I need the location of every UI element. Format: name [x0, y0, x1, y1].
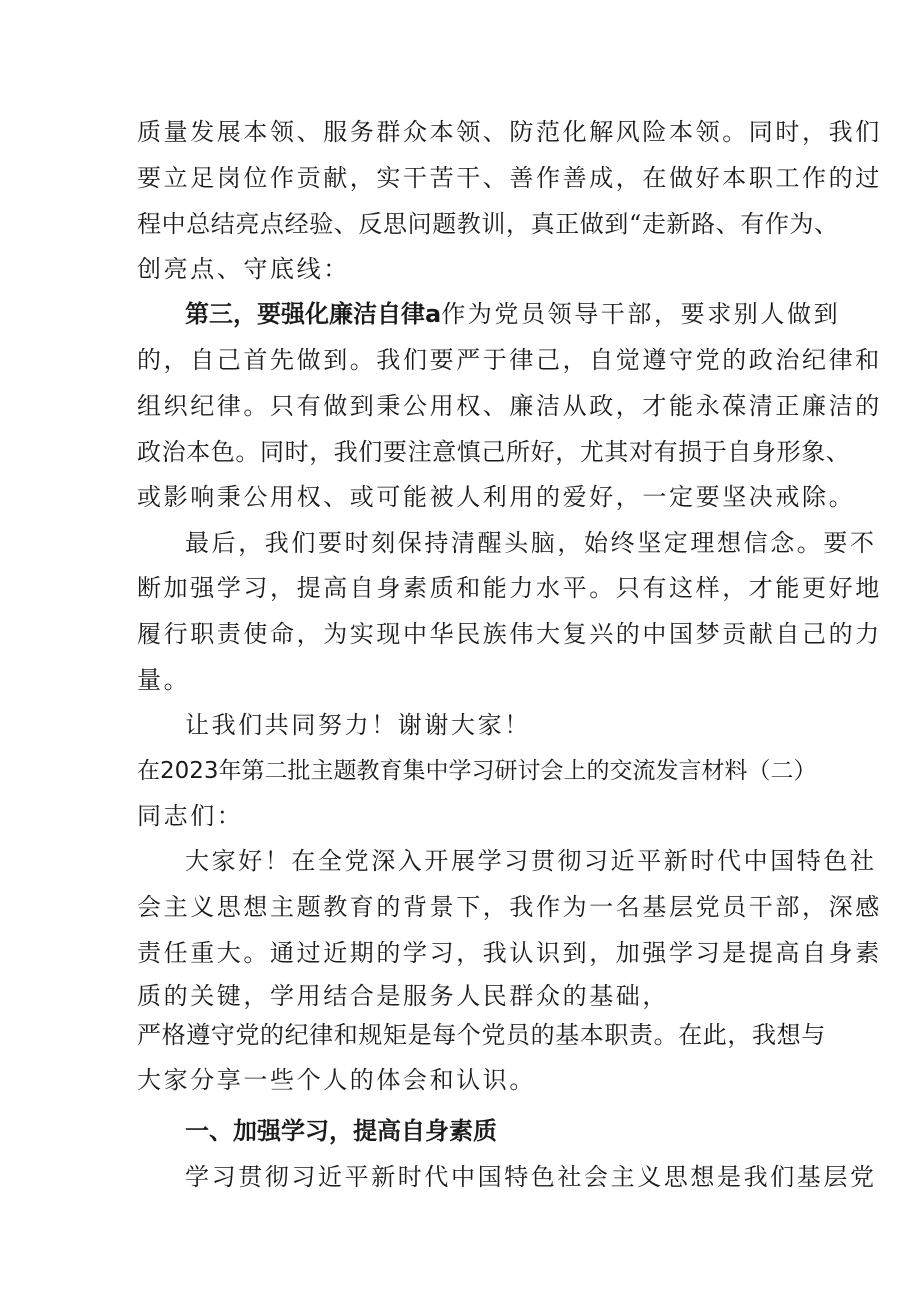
- paragraph-line: 断加强学习，提高自身素质和能力水平。只有这样，才能更好地: [137, 574, 882, 602]
- paragraph-line: 量。: [137, 666, 191, 694]
- paragraph-line: 会主义思想主题教育的背景下，我作为一名基层党员干部，深感: [137, 893, 882, 921]
- paragraph-line: 大家分享一些个人的体会和认识。: [137, 1066, 536, 1094]
- paragraph-line: 创亮点、守底线：: [137, 255, 350, 283]
- paragraph-line: 最后，我们要时刻保持清醒头脑，始终坚定理想信念。要不: [185, 529, 877, 557]
- paragraph-line: 质量发展本领、服务群众本领、防范化解风险本领。同时，我们: [137, 118, 882, 146]
- paragraph-line: 质的关键，学用结合是服务人民群众的基础，: [137, 982, 669, 1010]
- paragraph-line: 大家好！在全党深入开展学习贯彻习近平新时代中国特色社: [185, 847, 877, 875]
- paragraph-line: 严格遵守党的纪律和规矩是每个党员的基本职责。在此，我想与: [137, 1021, 826, 1049]
- paragraph-line: [185, 298, 840, 330]
- paragraph-line: 程中总结亮点经验、反思问题教训，真正做到“走新路、有作为、: [137, 210, 839, 238]
- paragraph-line: 的，自己首先做到。我们要严于律己，自觉遵守党的政治纪律和: [137, 346, 882, 374]
- paragraph-line: 责任重大。通过近期的学习，我认识到，加强学习是提高自身素: [137, 939, 882, 967]
- paragraph-text: 作为党员领导干部，要求别人做到: [441, 300, 841, 328]
- section-heading-one: 一、加强学习，提高自身素质: [185, 1117, 497, 1145]
- paragraph-line: 或影响秉公用权、或可能被人利用的爱好，一定要坚决戒除。: [137, 483, 856, 511]
- salutation: 同志们：: [137, 802, 244, 830]
- paragraph-line: 组织纪律。只有做到秉公用权、廉洁从政，才能永葆清正廉洁的: [137, 392, 882, 420]
- section-heading-third: 第三，要强化廉洁自律a: [185, 300, 442, 328]
- closing-line: 让我们共同努力！谢谢大家！: [185, 711, 531, 739]
- paragraph-line: 履行职责使命，为实现中华民族伟大复兴的中国梦贡献自己的力: [137, 620, 882, 648]
- paragraph-line: 政治本色。同时，我们要注意慎己所好，尤其对有损于自身形象、: [137, 438, 851, 466]
- paragraph-line: 要立足岗位作贡献，实干苦干、善作善成，在做好本职工作的过: [137, 164, 882, 192]
- paragraph-line: 学习贯彻习近平新时代中国特色社会主义思想是我们基层党: [185, 1163, 877, 1191]
- document-title: 在2023年第二批主题教育集中学习研讨会上的交流发言材料（二）: [137, 758, 817, 784]
